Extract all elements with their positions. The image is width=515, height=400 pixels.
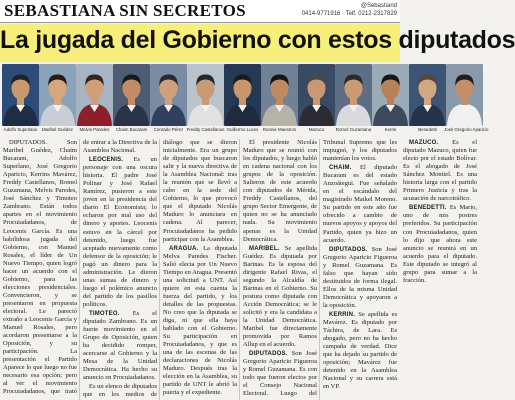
deputy-photo-caption: Adolfo Superlano bbox=[3, 127, 38, 132]
article-paragraph bbox=[403, 139, 477, 203]
article-paragraph bbox=[83, 310, 157, 382]
deputy-photo-caption: Mazuco bbox=[308, 127, 325, 132]
paragraph-text: La diputada Melva Paredes Fischer. Salió electa por Un Nuevo Tiempo en Aragua. Presentó una solicitud a UNT. Así quiere en esta cuenta la fuerza del partido, y los detalles de las propuestas. No creo que la diputada se diga, ni que ella haya hablado con el Gobierno. Su participación en Procuiadadanos, y que es una de las escenas de las declaraciones de Nicolás Maduro. Después tras la elección en la Asamblea, su partido de UNT le abrió la puerta y el expediente. bbox=[163, 244, 237, 397]
article-paragraph bbox=[243, 139, 317, 244]
deputy-portrait bbox=[187, 64, 224, 126]
masthead bbox=[0, 0, 400, 23]
deputy-photo-card bbox=[39, 64, 76, 136]
paragraph-lead-word: TIMOTEO. bbox=[89, 310, 120, 317]
masthead-phones: 0414-9771916 · Telf. 0212-2317829 bbox=[301, 11, 397, 17]
paragraph-text: Es un elenco de diputados que en los medios de diálogo que se dieron inicialmente. Era un grupo de diputados que buscaron salir y la nueva directiva de la Asamblea Nacional: tras la reunión que se llevó a cabo en la sede del Gobierno, lo que provocó que el diputado Nicolás Maduro lo anunciara en cadena. Al parecer, Procuiadadanos ha pedido participar con la Asamblea. bbox=[83, 139, 237, 399]
paragraph-lead-word: KERRIN. bbox=[329, 311, 356, 318]
deputy-photo-caption: Melvis Paredes bbox=[79, 127, 110, 132]
article-paragraph bbox=[83, 156, 157, 309]
deputy-photo-caption: Ronnie Maestros bbox=[262, 127, 297, 132]
article-paragraph bbox=[323, 311, 397, 391]
deputy-photo-card bbox=[409, 64, 446, 136]
photo-strip bbox=[2, 64, 489, 136]
deputy-portrait bbox=[150, 64, 187, 126]
masthead-handle: @Sebastiand bbox=[360, 3, 397, 9]
headline-band bbox=[0, 24, 515, 62]
paragraph-lead-word: CHAIM. bbox=[329, 165, 352, 172]
paragraph-text: Son José Gregorio Aparicio Figueroa y Romel Guzamana. Es falso que hayan sido destituidos de forma ilegal. Ellos de la misma Unidad Democrática y apoyaron a la oposición. bbox=[323, 245, 397, 309]
headline: La jugada del Gobierno con estos diputados bbox=[0, 26, 515, 54]
paragraph-text: Es Mario, uno de mis postres preferidos. Su participación con Procuiadadanos, quien lo dijo que ahora este anuncio se reunirá en un acuerdo para el diputado. Este diputado se integró al grupo para sumar a la fracción. bbox=[403, 204, 477, 284]
deputy-portrait bbox=[446, 64, 483, 126]
paragraph-text: El diputado Bucaram es del estado Anzoátegui. Fue señalado en el escándalo del magistrado Maikel Moreno. Su partido en este año fue ofrecido a cambio de nuevos apoyos y apoyos del Partido, quien ya hizo un acuerdo. bbox=[323, 164, 397, 244]
paragraph-lead-word: LEOCENIS. bbox=[89, 157, 124, 164]
deputy-portrait bbox=[113, 64, 150, 126]
deputy-photo-caption: José Gregorio Aparicio bbox=[444, 127, 489, 132]
deputy-photo-card bbox=[224, 64, 261, 136]
paragraph-text: Es un personaje con una oscura historia. El padre José Polinar y José Rafael Ramírez, pusieron a este joven en la presidencia del diario El Economista; lo echaron por mal uso del dinero y aportes. Leocenis estuvo en la cárcel por detenido, luego fue aceptado nuevamente como defensor de la oposición; le pagó un dinero para la administración. Le dieron unas sumas de dinero y luego el polémico anuncio del partido de los pasillos políticos. bbox=[83, 156, 158, 308]
deputy-photo-caption: Freddy Castellanos bbox=[186, 127, 225, 132]
article-paragraph bbox=[403, 204, 477, 284]
deputy-portrait bbox=[409, 64, 446, 126]
column-title: SEBASTIANA SIN SECRETOS bbox=[4, 1, 246, 20]
deputy-photo-card bbox=[335, 64, 372, 136]
paragraph-text: DIPUTADOS. Son Maribel Guédez, Chaim Bucaram, Adolfo Superlano, José Gregorio Aparicio, Kerrins Mavárez, Freddy Castellanos, Romel Guzamana, Melvis Paredes, José Sánchez y Timoteo Zambrano. Están todos apartes en el movimiento Procuiadadanos, de Leocenis García. Es una habilidosa jugada del Gobierno, con Manuel Rosales, el líder de Un Nuevo Tiempo, quien logró hacer un acuerdo con el Gobierno, para las elecciones presidenciales. Convencieron, y se presentaron en propuesta electoral. Le pareció extraño a Leocenis García y Manuel Rosales, pero acordaron presentarse a la Oposición, y su participación. La presentación el Partido Aparece lo que luego no fue necesario esa opción; pero al ver el movimiento Procuiadadanos, que trató de entrar a la Directiva de la Asamblea Nacional. bbox=[3, 139, 157, 396]
deputy-photo-card bbox=[298, 64, 335, 136]
deputy-photo-caption: Chaim Bucaram bbox=[115, 127, 148, 132]
paragraph-lead-word: ARAGUA. bbox=[169, 245, 199, 252]
article-paragraph bbox=[323, 246, 397, 310]
paragraph-lead-word: DIPUTADOS. bbox=[249, 351, 288, 358]
deputy-portrait bbox=[298, 64, 335, 126]
deputy-photo-card bbox=[150, 64, 187, 136]
deputy-portrait bbox=[2, 64, 39, 126]
deputy-photo-card bbox=[372, 64, 409, 136]
deputy-portrait bbox=[261, 64, 298, 126]
deputy-photo-card bbox=[187, 64, 224, 136]
deputy-photo-caption: Kerrin bbox=[384, 127, 397, 132]
deputy-photo-card bbox=[76, 64, 113, 136]
deputy-portrait bbox=[335, 64, 372, 126]
deputy-portrait bbox=[372, 64, 409, 126]
article-paragraph bbox=[243, 245, 317, 350]
deputy-photo-caption: Benedetti bbox=[418, 127, 437, 132]
paragraph-text: Se apellida Guédez. Es diputada por Barinas. Es la esposa del dirigente Rafael Rivas, el segundo la Alcaldía de Barinas en el Gobierno. Su postura como diputada con Acción Democrática; se le solicitó y era la candidata a la Unidad Democrática. Maribel fue directamente promovida por Ramos Allup en el acuerdo. bbox=[243, 244, 317, 349]
paragraph-text: Son José Gregorio Aparicio Figueroa y Romel Guzamana. Es con todo que fueron electos por el Consejo Nacional Electoral. Luego del Tribunal Supremo que les impugnó, y los diputados mantenían los votos. bbox=[243, 139, 397, 398]
deputy-photo-card bbox=[261, 64, 298, 136]
paragraph-lead-word: BENEDETTI. bbox=[409, 205, 447, 212]
article-paragraph bbox=[163, 245, 237, 398]
deputy-portrait bbox=[224, 64, 261, 126]
paragraph-text: El presidente Nicolás Maduro que se reunió con los diputados, y luego habló en cadena nacional con los grupos de la oposición. Salieron de este acuerdo con diputados de Mérida, Freddy Castellanos, del grupo Sector Emergente, de quien no se ha anunciado nada. Su movimiento apenas es la Unidad Democrática. bbox=[243, 139, 317, 243]
deputy-photo-caption: Conrado Pérez bbox=[153, 127, 184, 132]
paragraph-lead-word: MARIBEL. bbox=[249, 245, 280, 252]
masthead-contact-info bbox=[302, 2, 397, 18]
deputy-photo-caption: Guillermo Luces bbox=[226, 127, 259, 132]
article-body bbox=[3, 139, 477, 400]
deputy-portrait bbox=[39, 64, 76, 126]
paragraph-text: Es el diputado Mazuco, quien fue electo por el estado Bolívar. Es el abogado de José Sánchez Montiel. Es una historia larga con el partido Primero Justicia y tras la acusación de narcotráfico. bbox=[403, 139, 477, 203]
article-paragraph bbox=[323, 164, 397, 244]
deputy-photo-card bbox=[444, 64, 489, 136]
paragraph-lead-word: MAZUCO. bbox=[409, 140, 439, 146]
deputy-photo-caption: Maribel Guédez bbox=[42, 127, 73, 132]
deputy-photo-card bbox=[113, 64, 150, 136]
paragraph-lead-word: DIPUTADOS. bbox=[329, 246, 368, 253]
paragraph-text: Es el diputado Zambrano. Es un fuerte movimiento en el Grupo de Oposición, quien ha decidido romper, acercarse al Gobierno y la Mesa de la Unidad Democrática. Ha hecho su anuncio en Procuiadadanos. bbox=[83, 309, 157, 382]
deputy-photo-caption: Romel Guzamana bbox=[335, 127, 372, 132]
deputy-portrait bbox=[76, 64, 113, 126]
paragraph-text: Se apellida es Mavárez. Es diputado por Táchira, de Lara. Es abogado, pero no ha hecho campaña de verdad. Dice que ha dejado su partido de oposición; Mavárez fue detenido en la Asamblea Nacional y su carrera está en VP. bbox=[323, 310, 397, 391]
deputy-photo-card bbox=[2, 64, 39, 136]
